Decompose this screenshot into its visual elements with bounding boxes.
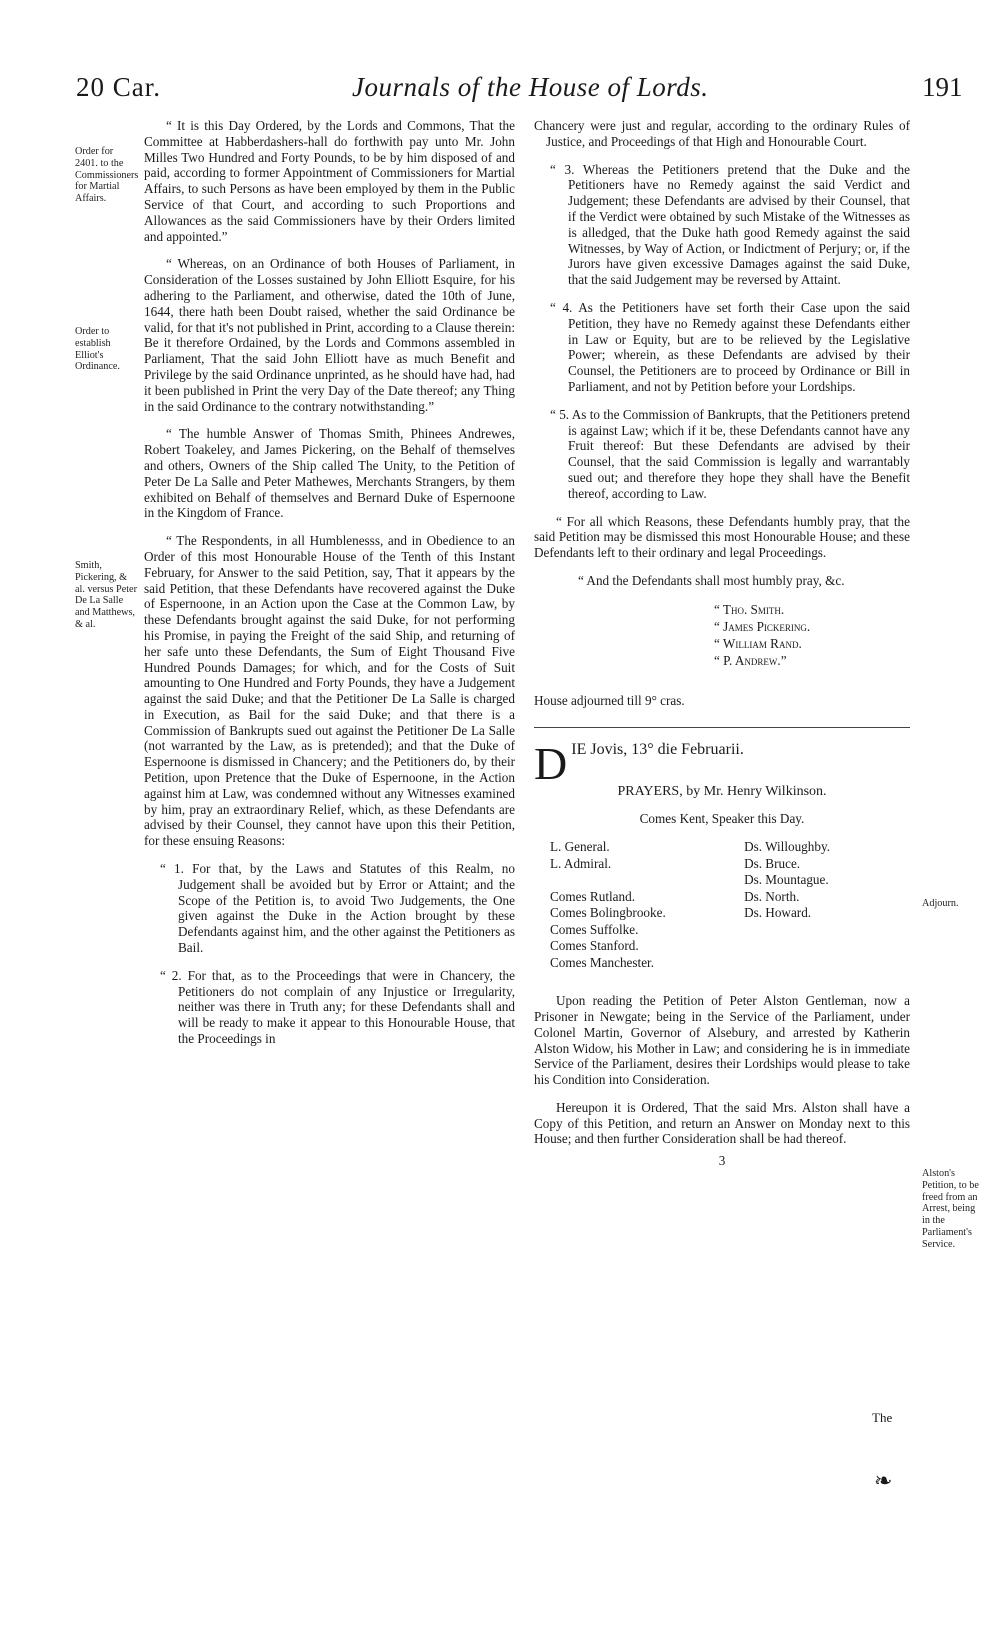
reason-4: “ 4. As the Petitioners have set forth their Case upon the said Petition, they have no Remedy against these Defendants either in Law or Equity, but are to be relieved by the Legislative Power; wherein, as these Defendants are advised by their Counsel, the Petitioners are to proceed by Ordinance or Bill in Parliament, and not by Petition before your Lordships. (550, 299, 910, 394)
lord-entry: Ds. North. (744, 888, 800, 904)
lord-entry: Comes Manchester. (550, 954, 655, 970)
defendants-pray: “ And the Defendants shall most humbly pray, &c. (578, 572, 845, 588)
lord-entry: Comes Bolingbrooke. (550, 905, 666, 921)
reason-1: “ 1. For that, by the Laws and Statutes of this Realm, no Judgement shall be avoided but by Error or Attaint; and the Scope of the Petition is, to avoid Two Judgements, the One given against the Duke in the Action brought by these Defendants against him, and the other against the Petitioners as Bail. (160, 861, 515, 956)
page-number: 191 (922, 72, 963, 102)
attendance-list (534, 839, 910, 971)
lord-entry: Comes Suffolke. (550, 921, 639, 937)
reason-5: “ 5. As to the Commission of Bankrupts, that the Petitioners pretend is against Law; which if it be, these Defendants cannot have any Fruit thereof: But these Defendants are advised by their Counsel, that the said Commission is legally and warrantably sued out; and therefore they hope they shall have the Benefit thereof, according to Law. (550, 406, 910, 501)
prayer-dismissal: “ For all which Reasons, these Defendants humbly pray, that the said Petition may be dismissed this most Honourable House; and these Defendants left to their ordinary and legal Proceedings. (534, 513, 910, 561)
attendance-right (744, 839, 830, 971)
reason-3: “ 3. Whereas the Petitioners pretend that the Duke and the Petitioners have no Remedy against the said Verdict and Judgement; these Defendants are advised by their Counsel, that if the Verdict were obtained by such Mistake of the Witnesses as is alledged, that the Duke hath good Remedy against the said Witnesses, by Way of Action, or Indictment of Perjury; or, if the Jurors have given excessive Damages against the said Duke, that the said Judgement may be reversed by Attaint. (550, 161, 910, 288)
signature-mark: 3 (718, 1153, 726, 1169)
signature-andrew: “ P. Andrew.” (714, 652, 787, 668)
margin-note-adjourn: Adjourn. (922, 898, 959, 909)
signature-block (534, 601, 910, 669)
lord-entry (550, 872, 666, 889)
ordinance-paragraph-elliott: “ Whereas, on an Ordinance of both Houses of Parliament, in Consideration of the Losses sustained by John Elliott Esquire, for his adhering to the Parliament, and otherwise, dated the 10th of June, 1644, there hath been Doubt raised, whether the said Ordinance be valid, for that it's not published in Print, according to a Clause therein: Be it therefore Ordained, by the Lords and Commons assembled in Parliament, That the said John Elliott have as much Benefit and Privilege by the said Ordinance unprinted, as he should have had, had it been published in Print the very Day of the Date thereof; any Thing in the said Ordinance to the contrary notwithstanding.” (144, 256, 515, 414)
reason-2: “ 2. For that, as to the Proceedings that were in Chancery, the Petitioners do not complain of any Injustice or Irregularity, neither was there in Truth any; for these Defendants shall and will be ready to make it appear to this Honourable House, that the Proceedings in (160, 967, 515, 1047)
running-head-left: 20 Car. (76, 72, 161, 102)
catchword: The (872, 1410, 893, 1425)
respondents-paragraph: “ The Respondents, in all Humblenesss, and in Obedience to an Order of this most Honourable House of the Tenth of this Instant February, for Answer to the said Petition, say, That it appears by the said Petition, that these Defendants have recovered against the Duke of Espernoone, in an Action upon the Case at the Common Law, by these Defendants brought against the said Duke, for not performing his Promise, in paying the Freight of the said Ship, and returning of her safe unto these Defendants, the Sum of Eight Thousand Five Hundred Pounds Damages; for which, and for the Costs of Suit amounting to One Hundred and Forty Pounds, they have a Judgement against the said Duke; and that the Petitioner De La Salle is charged in Execution, as Bail for the said Duke; and that there is a Commission of Bankrupts sued out against the Petitioner De La Salle (not warranted by the Law, as is pretended); and that the Duke of Espernoone is dismissed in Chancery; and the Petitioners do, by their Petition, upon Pretence that the Duke of Espernoone, in the Action against him at Law, was condemned without any Witnesses examined by him, pray an extraordinary Relief, which, as these Defendants are advised by their Counsel, they cannot have upon this their Petition, for these ensuing Reasons: (144, 533, 515, 849)
lord-entry: Ds. Bruce. (744, 855, 801, 871)
prayers-line: PRAYERS, by Mr. Henry Wilkinson. (617, 783, 827, 799)
adjournment-text: House adjourned till 9° cras. (534, 692, 685, 708)
alston-order-paragraph: Hereupon it is Ordered, That the said Mrs. Alston shall have a Copy of this Petition, and return an Answer on Monday next to this House; and then further Consideration shall be had thereof. (534, 1099, 910, 1147)
drop-cap: D (534, 737, 568, 789)
order-paragraph-milles: “ It is this Day Ordered, by the Lords and Commons, That the Committee at Habberdashers-hall do forthwith pay unto Mr. John Milles Two Hundred and Forty Pounds, to be by him disposed of and paid, according to former Appointment of Commissioners for Martial Affairs, to such Persons as have been employed by them in the Public Service of that Court, and according to such Proportions and Allowances as the said Commissioners have by their Orders limited and appointed.” (144, 118, 515, 244)
margin-note-smith-case: Smith, Pickering, & al. versus Peter De La Salle and Matthews, & al. (75, 560, 137, 630)
chancery-continuation: Chancery were just and regular, according to the ordinary Rules of Justice, and Proceedings of that High and Honourable Court. (534, 118, 910, 149)
attendance-left (550, 839, 666, 971)
section-rule (534, 727, 910, 728)
adjournment-line (534, 693, 910, 709)
lord-entry: Ds. Willoughby. (744, 839, 830, 855)
running-head-title: Journals of the House of Lords. (352, 72, 709, 102)
lord-entry: L. Admiral. (550, 855, 612, 871)
signature-smith: “ Tho. Smith. (714, 601, 785, 617)
date-text: IE Jovis, 13° die Februarii. (571, 740, 744, 758)
lord-entry: Ds. Howard. (744, 905, 812, 921)
signature-rand: “ William Rand. (714, 635, 802, 651)
lord-entry: Ds. Mountague. (744, 872, 829, 888)
right-column (534, 118, 910, 1169)
margin-note-elliot-ordinance: Order to establish Elliot's Ordinance. (75, 326, 120, 373)
signature-pickering: “ James Pickering. (714, 618, 811, 634)
lord-entry: Comes Stanford. (550, 938, 639, 954)
margin-note-alston: Alston's Petition, to be freed from an Arrest, being in the Parliament's Service. (922, 1168, 979, 1250)
alston-petition-paragraph: Upon reading the Petition of Peter Alston Gentleman, now a Prisoner in Newgate; being in the Service of the Parliament, under Colonel Martin, Governor of Alsebury, and arrested by Katherin Alston Widow, his Mother in Law; and considering he is in immediate Service of the Parliament, desires their Lordships would please to take his Condition into Consideration. (534, 993, 910, 1088)
fleuron-icon: ❧ (874, 1468, 893, 1493)
lord-entry: L. General. (550, 839, 610, 855)
lord-entry: Comes Rutland. (550, 888, 635, 904)
left-column (144, 118, 515, 1059)
speaker-line: Comes Kent, Speaker this Day. (639, 811, 805, 827)
margin-note-order-1401: Order for 2401. to the Commissioners for Martial Affairs. (75, 146, 139, 205)
answer-title-paragraph: “ The humble Answer of Thomas Smith, Phinees Andrewes, Robert Toakeley, and James Pickering, on the Behalf of themselves and others, Owners of the Ship called The Unity, to the Petition of Peter De La Salle and Peter Mathewes, Merchants Strangers, by them exhibited on Behalf of themselves and Bernard Duke of Espernoone in the Kingdom of France. (144, 426, 515, 521)
sitting-date (534, 737, 910, 789)
